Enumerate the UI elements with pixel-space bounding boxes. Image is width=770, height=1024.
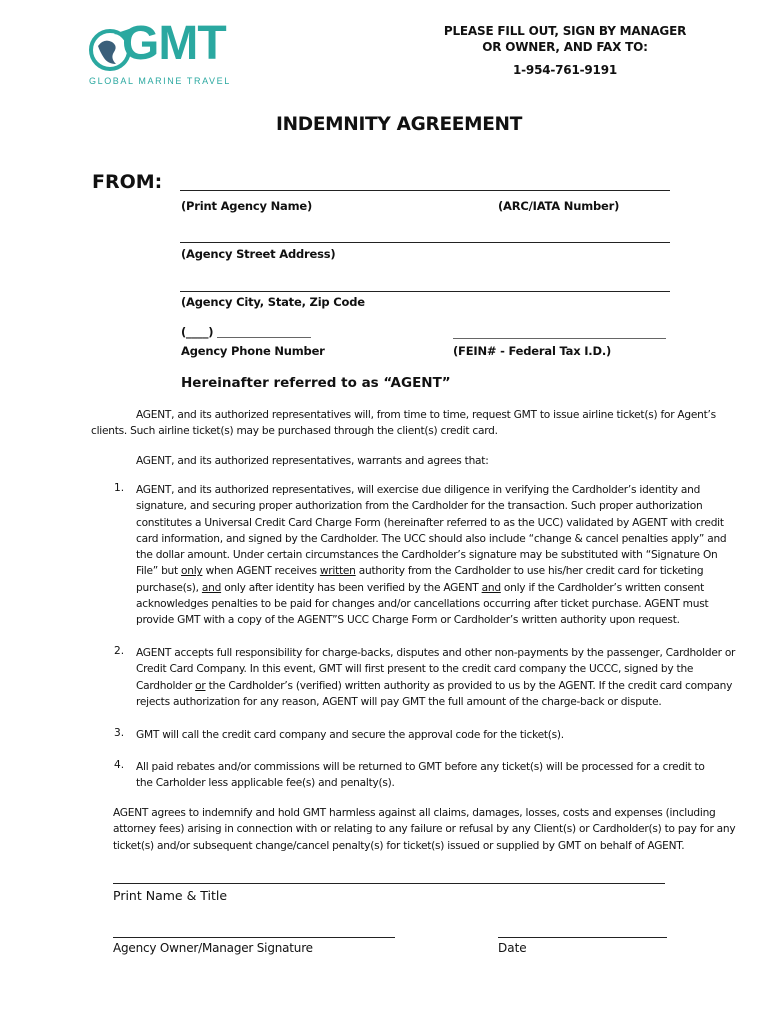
- phone-number-label: Agency Phone Number: [181, 344, 325, 358]
- item-2-line: Cardholder or the Cardholder’s (verified) written authority as provided to us by the AGENT. If the credit card company: [136, 679, 733, 692]
- owner-signature-line[interactable]: [113, 937, 395, 938]
- street-address-line[interactable]: [180, 242, 670, 243]
- date-label: Date: [498, 941, 527, 955]
- owner-signature-label: Agency Owner/Manager Signature: [113, 941, 313, 955]
- arc-iata-label: (ARC/IATA Number): [498, 199, 620, 213]
- city-state-zip-label: (Agency City, State, Zip Code: [181, 295, 365, 309]
- company-logo: [86, 17, 231, 88]
- phone-number-line[interactable]: [217, 337, 311, 338]
- item-1-line: File” but only when AGENT receives written authority from the Cardholder to use his/her credit card for ticketing: [136, 565, 704, 578]
- item-2-number: 2.: [114, 645, 125, 657]
- intro-line1: AGENT, and its authorized representatives will, from time to time, request GMT to issue airline ticket(s) for Agent’s: [136, 409, 716, 421]
- date-line[interactable]: [498, 937, 667, 938]
- street-address-label: (Agency Street Address): [181, 247, 336, 261]
- area-code-field[interactable]: (____): [181, 325, 214, 339]
- item-1-number: 1.: [114, 482, 125, 494]
- indemnity-line: AGENT agrees to indemnify and hold GMT harmless against all claims, damages, losses, costs and expenses (including: [113, 807, 716, 819]
- indemnity-line: attorney fees) arising in connection with or relating to any failure or refusal by any Client(s) or Cardholder(s) to pay for any: [113, 823, 736, 836]
- fax-instructions: [430, 24, 700, 77]
- item-2-text: [136, 645, 735, 710]
- item-1-line: AGENT, and its authorized representatives, will exercise due diligence in verifying the Cardholder’s identity and: [136, 484, 701, 496]
- print-name-line[interactable]: [113, 883, 665, 884]
- logo-tagline: GLOBAL MARINE TRAVEL: [89, 76, 231, 86]
- item-1-line: provide GMT with a copy of the AGENT”S UCC Charge Form or Cardholder’s written authority upon request.: [136, 614, 680, 627]
- item-4-line: All paid rebates and/or commissions will be returned to GMT before any ticket(s) will be processed for a credit to: [136, 761, 705, 773]
- item-1-line: signature, and securing proper authorization from the Cardholder for the transaction. Such proper authorization: [136, 500, 703, 513]
- agency-name-line[interactable]: [180, 190, 670, 191]
- city-state-zip-line[interactable]: [180, 291, 670, 292]
- item-1-line: the dollar amount. Under certain circumstances the Cardholder’s signature may be substituted with “Signature On: [136, 549, 718, 562]
- logo-wordmark: GMT: [122, 17, 226, 70]
- item-1-line: purchase(s), and only after identity has been verified by the AGENT and only if the Cardholder’s written consent: [136, 581, 705, 594]
- warrant-statement: AGENT, and its authorized representatives, warrants and agrees that:: [136, 455, 489, 467]
- fax-instruction-line1: PLEASE FILL OUT, SIGN BY MANAGER: [443, 24, 687, 38]
- item-2-line: AGENT accepts full responsibility for charge-backs, disputes and other non-payments by the passenger, Cardholder or: [136, 647, 736, 659]
- print-name-label: Print Name & Title: [113, 888, 228, 903]
- hereinafter-text: Hereinafter referred to as “AGENT”: [181, 375, 451, 391]
- item-1-line: constitutes a Universal Credit Card Charge Form (hereinafter referred to as the UCC) validated by AGENT with credit: [136, 516, 724, 529]
- fein-line[interactable]: [453, 338, 666, 339]
- agency-name-label: (Print Agency Name): [181, 199, 313, 213]
- item-1-text: [136, 482, 726, 629]
- item-4-number: 4.: [114, 759, 125, 771]
- item-2-line: Credit Card Company. In this event, GMT will first present to the credit card company the UCCC, signed by the: [136, 663, 694, 676]
- intro-line2: clients. Such airline ticket(s) may be purchased through the client(s) credit card.: [91, 425, 498, 437]
- item-1-line: acknowledges penalties to be paid for changes and/or cancellations occurring after ticket purchase. AGENT must: [136, 598, 709, 611]
- fein-label: (FEIN# - Federal Tax I.D.): [453, 344, 612, 358]
- item-1-line: card information, and signed by the Cardholder. The UCC should also include “change & cancel penalties apply” and: [136, 532, 727, 545]
- item-4-text: [136, 759, 705, 792]
- item-3-text: GMT will call the credit card company and secure the approval code for the ticket(s).: [136, 729, 564, 741]
- item-3-number: 3.: [114, 727, 125, 739]
- fax-number: 1-954-761-9191: [513, 63, 617, 77]
- indemnity-clause: [113, 805, 735, 854]
- indemnity-line: ticket(s) and/or subsequent change/cancel penalty(s) for ticket(s) issued or supplied by GMT on behalf of AGENT.: [113, 839, 685, 852]
- from-label: FROM:: [92, 171, 163, 193]
- item-2-line: rejects authorization for any reason, AGENT will pay GMT the full amount of the charge-back or dispute.: [136, 695, 662, 708]
- item-4-line: the Carholder less applicable fee(s) and penalty(s).: [136, 777, 395, 790]
- document-title: INDEMNITY AGREEMENT: [276, 114, 523, 135]
- fax-instruction-line2: OR OWNER, AND FAX TO:: [482, 40, 648, 54]
